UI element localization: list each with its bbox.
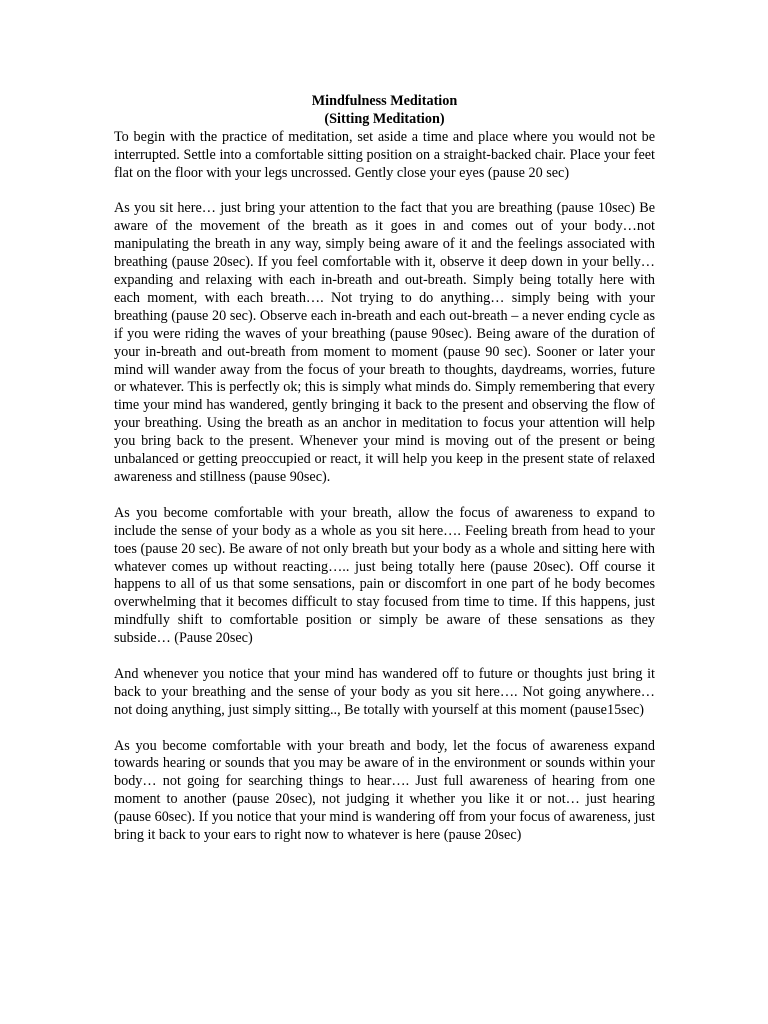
document-subtitle: (Sitting Meditation) (324, 110, 445, 127)
document-title: Mindfulness Meditation (311, 93, 458, 109)
paragraph-body: As you become comfortable with your breath, allow the focus of awareness to expand to include the sense of your body as a whole as you sit here…. Feeling breath from head to your toes (pause 20 sec). Be aware of not only breath but your body as a whole and sitting here with whatever comes up without reacting….. just being totally here (pause 20sec). Off course it happens to all of us that some sensations, pain or discomfort in one part of he body becomes overwhelming that it becomes difficult to stay focused from time to time. If this happens, just mindfully shift to comfortable position or simply be aware of these sensations as they subside… (Pause 20sec) (114, 504, 655, 647)
paragraph-intro: To begin with the practice of meditation, set aside a time and place where you would not be interrupted. Settle into a comfortable sitting position on a straight-backed chair. Place your feet flat on the floor with your legs uncrossed. Gently close your eyes (pause 20 sec) (114, 128, 655, 181)
paragraph-hearing: As you become comfortable with your breath and body, let the focus of awareness expand towards hearing or sounds that you may be aware of in the environment or sounds within your body… not going for searching things to hear…. Just full awareness of hearing from one moment to another (pause 20sec), not judging it whether you like it or not… just hearing (pause 60sec). If you notice that your mind is wandering off from your focus of awareness, just bring it back to your ears to right now to whatever is here (pause 20sec) (114, 737, 655, 844)
paragraph-breath: As you sit here… just bring your attention to the fact that you are breathing (pause 10sec) Be aware of the movement of the breath as it goes in and comes out of your body…not manipulating the breath in any way, simply being aware of it and the feelings associated with breathing (pause 20sec). If you feel comfortable with it, observe it deep down in your belly… expanding and relaxing with each in-breath and out-breath. Simply being totally here with each moment, with each breath…. Not trying to do anything… simply being with your breathing (pause 20 sec). Observe each in-breath and each out-breath – a never ending cycle as if you were riding the waves of your breathing (pause 90sec). Being aware of the duration of your in-breath and out-breath from moment to moment (pause 90 sec). Sooner or later your mind will wander away from the focus of your breath to thoughts, daydreams, worries, future or whatever. This is perfectly ok; this is simply what minds do. Simply remembering that every time your mind has wandered, gently bringing it back to the present and observing the flow of your breathing. Using the breath as an anchor in meditation to focus your attention will help you bring back to the present. Whenever your mind is moving out of the present or being unbalanced or getting preoccupied or react, it will help you keep in the present state of relaxed awareness and stillness (pause 90sec). (114, 200, 655, 486)
document-page (114, 93, 655, 863)
paragraph-wandering: And whenever you notice that your mind has wandered off to future or thoughts just bring it back to your breathing and the sense of your body as you sit here…. Not going anywhere… not doing anything, just simply sitting.., Be totally with yourself at this moment (pause15sec) (114, 665, 655, 718)
